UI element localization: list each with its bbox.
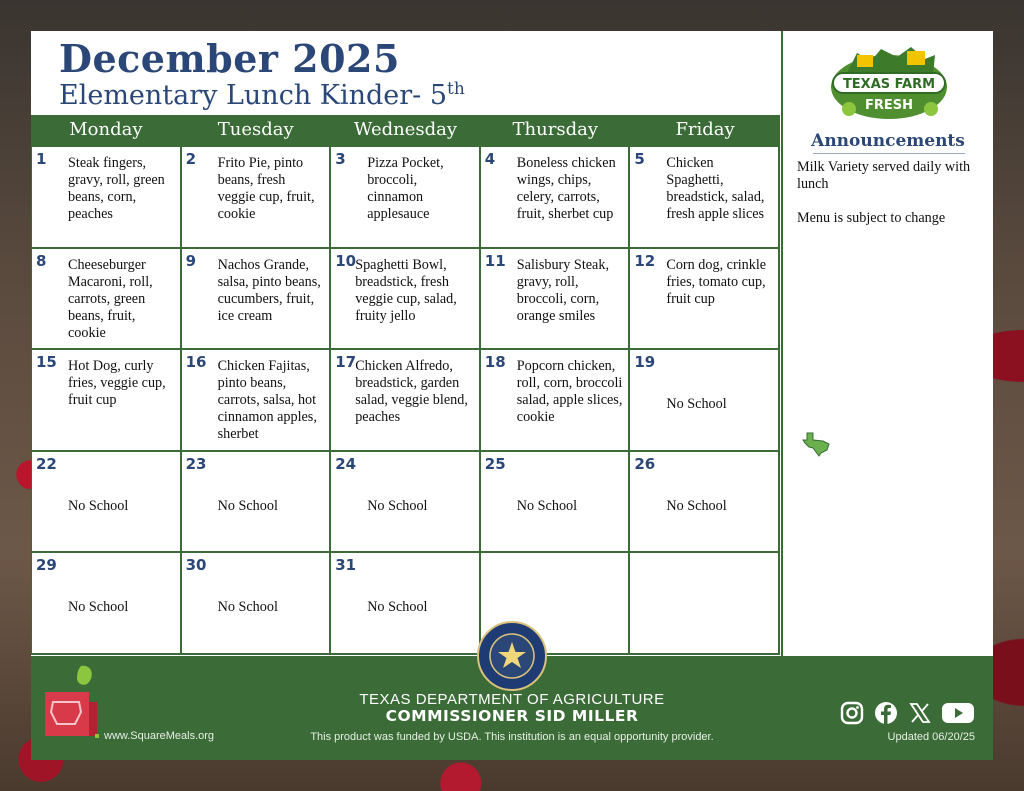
day-number: 19 bbox=[634, 353, 656, 372]
announcement-item: Milk Variety served daily with lunch bbox=[797, 159, 971, 192]
day-cell bbox=[331, 350, 481, 452]
youtube-icon[interactable] bbox=[941, 700, 975, 726]
menu-text: Salisbury Steak, gravy, roll, broccoli, corn, orange smiles bbox=[516, 256, 609, 324]
no-school-label: No School bbox=[68, 599, 129, 616]
day-number: 1 bbox=[36, 150, 47, 168]
menu-text: Spaghetti Bowl, breadstick, fresh veggie cup, salad, fruity jello bbox=[355, 256, 457, 324]
day-cell bbox=[630, 452, 780, 554]
announcement-item: Menu is subject to change bbox=[797, 210, 946, 226]
day-cell bbox=[182, 147, 332, 249]
day-number: 5 bbox=[634, 150, 645, 168]
no-school-label: No School bbox=[217, 599, 278, 616]
day-cell bbox=[331, 147, 481, 249]
menu-text: Cheeseburger Macaroni, roll, carrots, green beans, fruit, cookie bbox=[68, 256, 153, 341]
day-cell bbox=[32, 553, 182, 655]
day-cell bbox=[331, 452, 481, 554]
empty-day-cell bbox=[630, 553, 780, 655]
menu-text: Frito Pie, pinto beans, fresh veggie cup, fruit, cookie bbox=[217, 155, 315, 222]
weekday-monday: Monday bbox=[69, 119, 143, 140]
day-number: 9 bbox=[185, 251, 197, 270]
day-cell bbox=[481, 249, 631, 351]
day-number: 11 bbox=[484, 251, 506, 270]
no-school-label: No School bbox=[666, 396, 727, 413]
menu-text: Popcorn chicken, roll, corn, broccoli salad, apple slices, cookie bbox=[516, 358, 623, 426]
day-cell bbox=[331, 249, 481, 351]
calendar-weeks bbox=[31, 147, 780, 655]
page-title: December 2025 bbox=[59, 36, 400, 81]
day-cell bbox=[481, 147, 631, 249]
facebook-icon[interactable] bbox=[873, 700, 899, 726]
day-cell bbox=[630, 147, 780, 249]
day-cell bbox=[481, 350, 631, 452]
no-school-label: No School bbox=[367, 599, 428, 616]
menu-text: Hot Dog, curly fries, veggie cup, fruit cup bbox=[68, 358, 166, 409]
sidebar bbox=[781, 31, 993, 656]
day-number: 31 bbox=[335, 556, 357, 575]
day-cell bbox=[32, 249, 182, 351]
menu-text: Chicken Spaghetti, breadstick, salad, fresh apple slices bbox=[666, 155, 765, 222]
day-number: 2 bbox=[185, 150, 197, 168]
calendar-week bbox=[32, 452, 780, 554]
day-number: 3 bbox=[335, 150, 346, 168]
day-number: 22 bbox=[36, 454, 57, 473]
announcements-divider bbox=[813, 153, 965, 154]
day-cell bbox=[630, 350, 780, 452]
logo-text-bottom: FRESH bbox=[864, 98, 914, 113]
day-number: 16 bbox=[185, 353, 207, 372]
usda-disclaimer: This product was funded by USDA. This institution is an equal opportunity provider. bbox=[310, 731, 714, 743]
calendar-week bbox=[32, 350, 780, 452]
day-number: 8 bbox=[36, 251, 47, 270]
weekday-wednesday: Wednesday bbox=[353, 119, 458, 140]
no-school-label: No School bbox=[367, 497, 428, 514]
menu-text: Chicken Alfredo, breadstick, garden salad, veggie blend, peaches bbox=[355, 358, 468, 426]
day-number: 24 bbox=[335, 454, 357, 473]
weekday-thursday: Thursday bbox=[512, 119, 599, 140]
no-school-label: No School bbox=[516, 497, 578, 514]
day-cell bbox=[182, 553, 332, 655]
day-number: 12 bbox=[634, 251, 656, 270]
updated-date: Updated 06/20/25 bbox=[887, 731, 975, 743]
day-number: 15 bbox=[36, 353, 57, 372]
day-cell bbox=[182, 350, 332, 452]
texas-shape-icon bbox=[801, 431, 831, 457]
menu-text: Boneless chicken wings, chips, celery, carrots, fruit, sherbet cup bbox=[516, 155, 616, 222]
page-subtitle: Elementary Lunch Kinder- 5th bbox=[59, 79, 465, 111]
no-school-label: No School bbox=[68, 497, 129, 514]
calendar-week bbox=[32, 249, 780, 351]
day-cell bbox=[182, 249, 332, 351]
menu-text: Nachos Grande, salsa, pinto beans, cucumbers, fruit, ice cream bbox=[217, 256, 321, 324]
tda-seal bbox=[476, 620, 548, 692]
menu-text: Corn dog, crinkle fries, tomato cup, fruit cup bbox=[666, 256, 767, 307]
no-school-label: No School bbox=[217, 497, 278, 514]
day-cell bbox=[481, 452, 631, 554]
day-cell bbox=[32, 147, 182, 249]
day-cell bbox=[32, 350, 182, 452]
weekday-tuesday: Tuesday bbox=[217, 119, 294, 140]
texas-farm-fresh-logo bbox=[827, 43, 951, 123]
weekday-friday: Friday bbox=[675, 119, 735, 140]
footer bbox=[31, 656, 993, 760]
day-number: 18 bbox=[484, 353, 506, 372]
calendar-grid bbox=[31, 115, 780, 655]
day-cell bbox=[182, 452, 332, 554]
announcements-title: Announcements bbox=[811, 131, 965, 151]
agency-name: TEXAS DEPARTMENT OF AGRICULTURE bbox=[359, 691, 665, 708]
announcements-list bbox=[797, 159, 983, 244]
day-number: 10 bbox=[335, 251, 357, 270]
calendar-week bbox=[32, 147, 780, 249]
weekday-header bbox=[31, 115, 780, 147]
day-cell bbox=[331, 553, 481, 655]
instagram-icon[interactable] bbox=[839, 700, 865, 726]
day-cell bbox=[32, 452, 182, 554]
day-number: 26 bbox=[634, 454, 656, 473]
x-icon[interactable] bbox=[907, 700, 933, 726]
day-number: 17 bbox=[335, 353, 357, 372]
logo-text-top: TEXAS FARM bbox=[842, 77, 936, 92]
day-number: 23 bbox=[185, 454, 207, 473]
day-number: 29 bbox=[36, 556, 57, 575]
calendar-week bbox=[32, 553, 780, 655]
commissioner-name: COMMISSIONER SID MILLER bbox=[385, 707, 639, 725]
social-links bbox=[839, 700, 975, 726]
website-link[interactable]: www.SquareMeals.org bbox=[104, 730, 215, 742]
day-cell bbox=[630, 249, 780, 351]
day-number: 30 bbox=[185, 556, 207, 575]
day-number: 25 bbox=[484, 454, 506, 473]
no-school-label: No School bbox=[666, 497, 727, 514]
menu-text: Steak fingers, gravy, roll, green beans, corn, peaches bbox=[68, 155, 165, 222]
title-block bbox=[59, 37, 465, 111]
menu-text: Pizza Pocket, broccoli, cinnamon applesauce bbox=[367, 155, 444, 222]
day-number: 4 bbox=[484, 150, 496, 168]
menu-calendar bbox=[31, 31, 993, 656]
menu-text: Chicken Fajitas, pinto beans, carrots, salsa, hot cinnamon apples, sherbet bbox=[217, 358, 317, 443]
